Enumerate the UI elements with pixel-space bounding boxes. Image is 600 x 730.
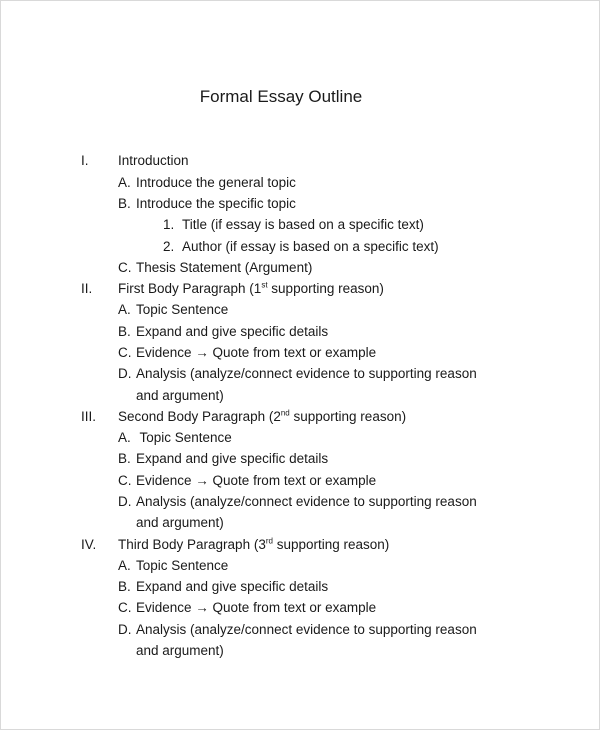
list-marker: C. (118, 345, 132, 360)
section-numeral: IV. (81, 537, 97, 552)
list-marker: B. (118, 324, 131, 339)
list-marker: B. (118, 579, 131, 594)
list-item: Analysis (analyze/connect evidence to supporting reason (136, 494, 477, 509)
list-item: Analysis (analyze/connect evidence to supporting reason (136, 622, 477, 637)
section-heading: Third Body Paragraph (3rd supporting reason) (118, 536, 390, 552)
list-item-continuation: and argument) (136, 388, 224, 403)
list-marker: C. (118, 260, 132, 275)
list-item: Topic Sentence (136, 558, 229, 573)
list-marker: 2. (163, 239, 175, 254)
section-heading: First Body Paragraph (1st supporting reason) (118, 280, 384, 296)
list-marker: A. (118, 175, 131, 190)
list-item: Evidence → Quote from text or example (136, 345, 377, 360)
list-marker: B. (118, 451, 131, 466)
section-heading: Second Body Paragraph (2nd supporting reason) (118, 408, 407, 424)
section-heading: Introduction (118, 153, 189, 168)
list-item: Introduce the general topic (136, 175, 296, 190)
list-marker: A. (118, 302, 131, 317)
list-item: Introduce the specific topic (136, 196, 296, 211)
section-numeral: III. (81, 409, 97, 424)
list-item: Analysis (analyze/connect evidence to supporting reason (136, 366, 477, 381)
list-marker: A. (118, 430, 131, 445)
list-item-continuation: and argument) (136, 515, 224, 530)
list-item: Expand and give specific details (136, 324, 329, 339)
list-item: Topic Sentence (136, 302, 229, 317)
list-marker: D. (118, 622, 132, 637)
list-marker: A. (118, 558, 131, 573)
list-item: Topic Sentence (136, 430, 232, 445)
page-title: Formal Essay Outline (199, 87, 363, 106)
list-marker: D. (118, 366, 132, 381)
list-marker: 1. (163, 217, 175, 232)
list-item-continuation: and argument) (136, 643, 224, 658)
list-item: Thesis Statement (Argument) (136, 260, 313, 275)
list-marker: C. (118, 600, 132, 615)
list-item: Evidence → Quote from text or example (136, 473, 377, 488)
list-marker: C. (118, 473, 132, 488)
list-item: Expand and give specific details (136, 451, 329, 466)
list-item: Expand and give specific details (136, 579, 329, 594)
list-marker: B. (118, 196, 131, 211)
list-item: Author (if essay is based on a specific text) (182, 239, 439, 254)
section-numeral: I. (81, 153, 89, 168)
list-marker: D. (118, 494, 132, 509)
list-item: Title (if essay is based on a specific text) (182, 217, 424, 232)
list-item: Evidence → Quote from text or example (136, 600, 377, 615)
section-numeral: II. (81, 281, 93, 296)
